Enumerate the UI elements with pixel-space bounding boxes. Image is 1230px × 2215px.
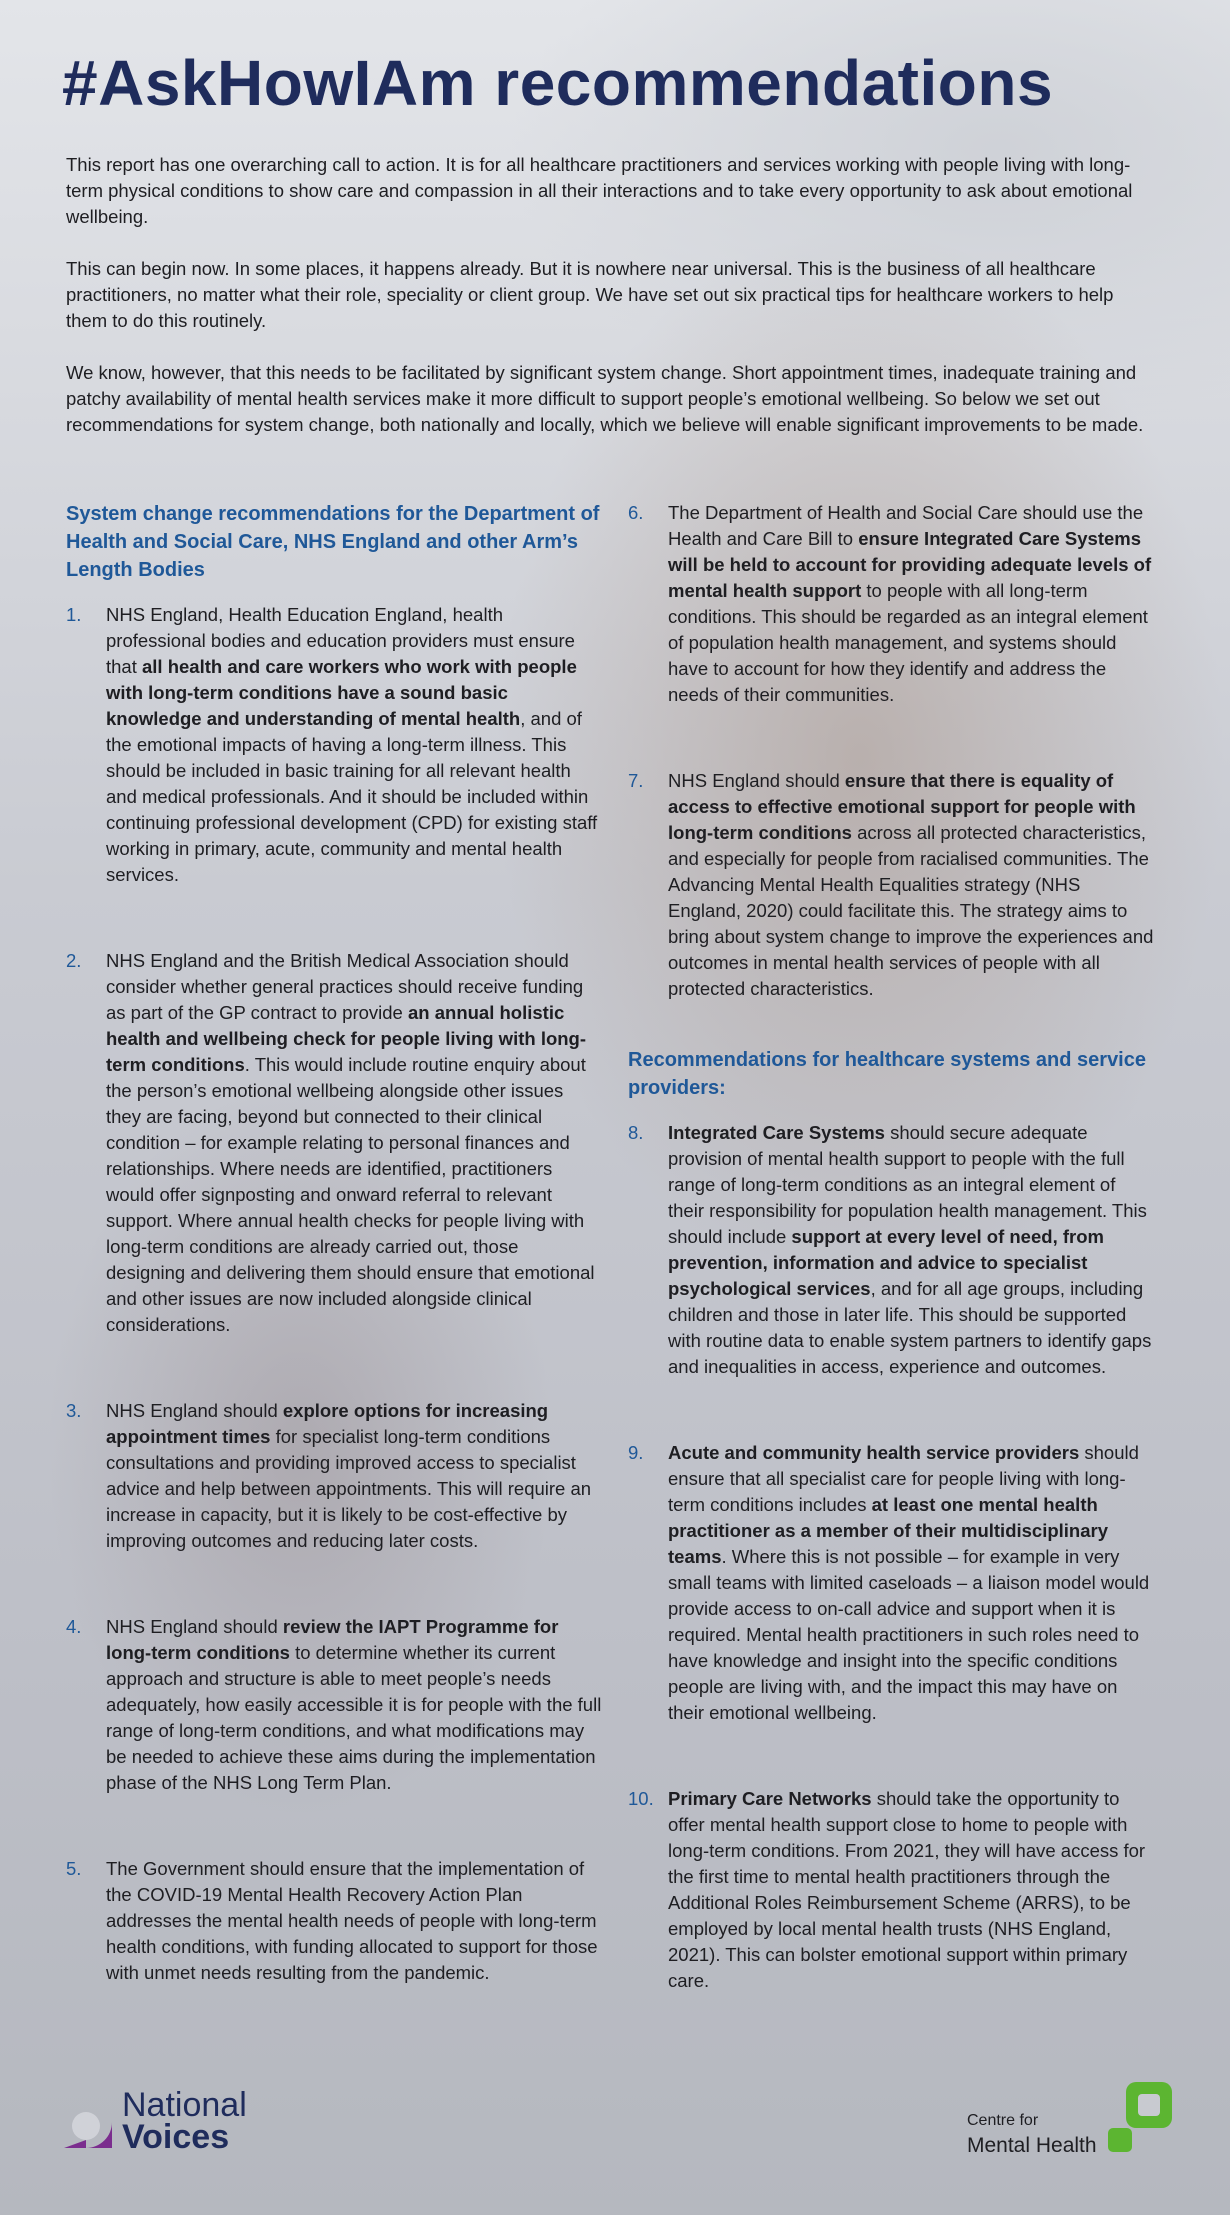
recommendation-number: 9. <box>628 1442 644 1463</box>
recommendation-emphasis: an annual holistic health and wellbeing check for people living with long-term conditions <box>106 1002 587 1075</box>
recommendation-8 <box>628 1120 1156 1380</box>
logo-line-centre-for: Centre for <box>967 2112 1039 2129</box>
recommendation-number: 10. <box>628 1788 654 1809</box>
logo-line-mental-health: Mental Health <box>967 2134 1097 2157</box>
recommendation-3 <box>66 1398 602 1554</box>
recommendation-text <box>106 1398 602 1554</box>
recommendation-text <box>668 1786 1156 1994</box>
recommendation-text-segment: across all protected characteristics, and especially for people from racialised communities. The Advancing Mental Health Equalities strategy (NHS England, 2020) could facilitate this. The strategy aims to bring about system change to improve the experiences and outcomes in mental health services of people with all protected characteristics. <box>668 822 1154 999</box>
intro-paragraph: This can begin now. In some places, it happens already. But it is nowhere near universal. This is the business of all healthcare practitioners, no matter what their role, speciality or client group. We have set out six practical tips for healthcare workers to help them to do this routinely. <box>66 258 1114 331</box>
recommendation-text <box>106 602 602 888</box>
recommendation-text-segment: should ensure that all specialist care for people living with long-term conditions includes <box>668 1442 1139 1515</box>
recommendation-number: 2. <box>66 950 82 971</box>
recommendation-2 <box>66 948 602 1338</box>
recommendation-number: 1. <box>66 604 82 625</box>
recommendation-number: 5. <box>66 1858 82 1879</box>
recommendation-emphasis: review the IAPT Programme for long-term conditions <box>106 1616 559 1663</box>
recommendation-6 <box>628 500 1156 708</box>
recommendation-text-segment: . This would include routine enquiry about the person’s emotional wellbeing alongside other issues they are facing, beyond but connected to their clinical condition – for example relating to personal finances and relationships. Where needs are identified, practitioners would offer signposting and onward referral to relevant support. Where annual health checks for people living with long-term conditions are already carried out, those designing and delivering them should ensure that emotional and other issues are now included alongside clinical considerations. <box>106 1054 595 1335</box>
recommendation-emphasis: Integrated Care Systems <box>668 1122 885 1143</box>
recommendation-7 <box>628 768 1156 1002</box>
recommendation-text <box>668 1120 1156 1380</box>
recommendation-text-segment: NHS England should <box>668 770 845 791</box>
recommendation-number: 6. <box>628 502 644 523</box>
recommendation-text-segment: The Government should ensure that the implementation of the COVID-19 Mental Health Recovery Action Plan addresses the mental health needs of people with long-term health conditions, with funding allocated to support for those with unmet needs resulting from the pandemic. <box>106 1858 598 1983</box>
recommendation-text-segment: to people with all long-term conditions. This should be regarded as an integral element of population health management, and systems should have to account for how they identify and address the needs of their communities. <box>668 580 1148 705</box>
recommendation-text-segment: NHS England, Health Education England, health professional bodies and education providers must ensure that <box>106 604 575 677</box>
recommendation-text-segment: , and for all age groups, including children and those in later life. This should be supported with routine data to enable system partners to identify gaps and inequalities in access, experience and outcomes. <box>668 1278 1152 1377</box>
recommendation-emphasis: ensure that there is equality of access to effective emotional support for people with long-term conditions <box>668 770 1136 843</box>
left-column <box>66 500 602 2046</box>
recommendation-emphasis: explore options for increasing appointment times <box>106 1400 549 1447</box>
centre-for-mental-health-logo <box>960 2082 1180 2162</box>
recommendation-emphasis: at least one mental health practitioner as a member of their multidisciplinary teams <box>668 1494 1109 1567</box>
recommendation-5 <box>66 1856 602 1986</box>
recommendation-text <box>668 500 1156 708</box>
recommendation-text-segment: NHS England and the British Medical Association should consider whether general practices should receive funding as part of the GP contract to provide <box>106 950 584 1023</box>
recommendation-10 <box>628 1786 1156 1994</box>
recommendation-text <box>106 948 602 1338</box>
national-voices-logo-icon <box>56 2092 116 2152</box>
recommendation-text <box>106 1856 602 1986</box>
recommendation-emphasis: Acute and community health service providers <box>668 1442 1080 1463</box>
recommendation-number: 8. <box>628 1122 644 1143</box>
recommendation-emphasis: all health and care workers who work with people with long-term conditions have a sound basic knowledge and understanding of mental health <box>106 656 577 729</box>
intro <box>66 152 1146 464</box>
recommendation-text <box>668 1440 1156 1726</box>
recommendation-text-segment: The Department of Health and Social Care should use the Health and Care Bill to <box>668 502 1144 549</box>
logo-word-national: National <box>122 2086 247 2124</box>
recommendation-text-segment: should secure adequate provision of mental health support to people with the full range of long-term conditions as an integral element of their responsibility for population health management. This should include <box>668 1122 1147 1247</box>
recommendation-9 <box>628 1440 1156 1726</box>
section-heading-healthcare-systems: Recommendations for healthcare systems and service providers: <box>628 1049 1146 1099</box>
recommendation-number: 7. <box>628 770 644 791</box>
recommendation-emphasis: ensure Integrated Care Systems will be held to account for providing adequate levels of mental health support <box>668 528 1152 601</box>
recommendation-text-segment: . Where this is not possible – for example in very small teams with limited caseloads – a liaison model would provide access to on-call advice and support when it is required. Mental health practitioners in such roles need to have knowledge and insight into the specific conditions people are living with, and the impact this may have on their emotional wellbeing. <box>668 1546 1150 1723</box>
recommendation-text <box>106 1614 602 1796</box>
recommendation-text-segment: NHS England should <box>106 1616 283 1637</box>
intro-paragraph: We know, however, that this needs to be facilitated by significant system change. Short appointment times, inadequate training and patchy availability of mental health services make it more difficult to support people’s emotional wellbeing. So below we set out recommendations for system change, both nationally and locally, which we believe will enable significant improvements to be made. <box>66 362 1144 435</box>
recommendation-1 <box>66 602 602 888</box>
national-voices-logo <box>56 2088 256 2158</box>
recommendation-text-segment: to determine whether its current approach and structure is able to meet people’s needs adequately, how easily accessible it is for people with the full range of long-term conditions, and what modifications may be needed to achieve these aims during the implementation phase of the NHS Long Term Plan. <box>106 1642 602 1793</box>
recommendation-number: 4. <box>66 1616 82 1637</box>
recommendation-text-segment: , and of the emotional impacts of having a long-term illness. This should be included in basic training for all relevant health and medical professionals. And it should be included within continuing professional development (CPD) for existing staff working in primary, acute, community and mental health services. <box>106 708 598 885</box>
intro-paragraph: This report has one overarching call to action. It is for all healthcare practitioners and services working with people living with long-term physical conditions to show care and compassion in all their interactions and to take every opportunity to ask about emotional wellbeing. <box>66 154 1133 227</box>
recommendation-emphasis: Primary Care Networks <box>668 1788 872 1809</box>
recommendation-4 <box>66 1614 602 1796</box>
page-title: #AskHowIAm recommendations <box>62 47 1054 119</box>
recommendation-text-segment: for specialist long-term conditions consultations and providing improved access to specialist advice and help between appointments. This will require an increase in capacity, but it is likely to be cost-effective by improving outcomes and reducing later costs. <box>106 1426 592 1551</box>
section-heading-system-change: System change recommendations for the Department of Health and Social Care, NHS England and other Arm’s Length Bodies <box>66 503 600 581</box>
centre-for-mental-health-logo-icon <box>1108 2082 1178 2152</box>
recommendation-emphasis: support at every level of need, from prevention, information and advice to specialist psychological services <box>668 1226 1104 1299</box>
logo-word-voices: Voices <box>122 2118 230 2156</box>
right-column <box>628 500 1156 2054</box>
recommendation-number: 3. <box>66 1400 82 1421</box>
recommendation-text <box>668 768 1156 1002</box>
recommendation-text-segment: NHS England should <box>106 1400 283 1421</box>
recommendation-text-segment: should take the opportunity to offer mental health support close to home to people with long-term conditions. From 2021, they will have access for the first time to mental health practitioners through the Additional Roles Reimbursement Scheme (ARRS), to be employed by local mental health trusts (NHS England, 2021). This can bolster emotional support within primary care. <box>668 1788 1146 1991</box>
